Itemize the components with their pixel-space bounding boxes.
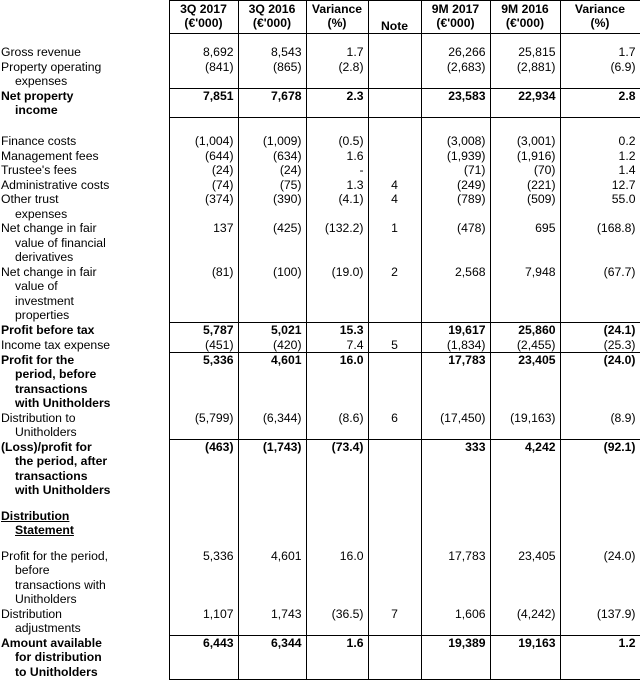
value-cell: (24)	[238, 163, 306, 178]
row-label	[0, 149, 169, 164]
row-label-line: (Loss)/profit for	[1, 439, 92, 454]
value-cell: (6.9)	[560, 60, 640, 89]
value-cell: (221)	[490, 178, 560, 193]
value-cell: (463)	[169, 440, 238, 498]
row-label	[0, 118, 169, 149]
value-cell: 7,678	[238, 89, 306, 118]
row-label	[0, 221, 169, 265]
value-cell: (19,163)	[490, 411, 560, 440]
row-label	[0, 178, 169, 193]
row-label-line: adjustments	[15, 621, 81, 635]
row-label-line: Distribution to	[1, 410, 76, 425]
value-cell: 6,344	[238, 636, 306, 680]
row-label	[0, 411, 169, 440]
note-cell	[368, 636, 421, 680]
value-cell: 19,617	[421, 323, 490, 338]
value-cell: 16.0	[306, 353, 368, 411]
value-cell: (36.5)	[306, 607, 368, 636]
value-cell: 23,583	[421, 89, 490, 118]
row-label	[0, 34, 169, 60]
value-cell: (2.8)	[306, 60, 368, 89]
note-cell	[368, 323, 421, 338]
value-cell: 1,107	[169, 607, 238, 636]
row-label-line: Profit for the	[1, 352, 75, 367]
row-label-line: period, before	[15, 367, 97, 381]
value-cell: (67.7)	[560, 265, 640, 323]
value-cell: 1.7	[306, 34, 368, 60]
value-cell: (2,683)	[421, 60, 490, 89]
value-cell: (24.0)	[560, 353, 640, 411]
value-cell: 1.3	[306, 178, 368, 193]
value-cell: (4.1)	[306, 192, 368, 221]
table-row	[0, 538, 640, 607]
note-cell	[368, 118, 421, 149]
row-label	[0, 265, 169, 323]
value-cell: (24)	[169, 163, 238, 178]
table-row	[0, 265, 640, 323]
note-cell: 5	[368, 338, 421, 353]
row-label	[0, 323, 169, 338]
value-cell: 5,021	[238, 323, 306, 338]
value-cell: 1.6	[306, 636, 368, 680]
row-label-line: Property operating	[1, 59, 102, 74]
value-cell: (1,916)	[490, 149, 560, 164]
table-row	[0, 607, 640, 636]
value-cell	[306, 498, 368, 538]
value-cell: 4,601	[238, 538, 306, 607]
value-cell: (75)	[238, 178, 306, 193]
value-cell: 2.8	[560, 89, 640, 118]
row-label-line: Profit for the period,	[1, 548, 109, 563]
row-label-line: transactions	[15, 468, 88, 483]
row-label-line: properties	[15, 308, 70, 322]
value-cell: (8.6)	[306, 411, 368, 440]
row-label-line: Net change in fair	[1, 264, 97, 279]
value-cell: 2,568	[421, 265, 490, 323]
row-label-line: Unitholders	[15, 592, 77, 606]
value-cell: 0.2	[560, 118, 640, 149]
value-cell: (644)	[169, 149, 238, 164]
row-label	[0, 163, 169, 178]
value-cell: 16.0	[306, 538, 368, 607]
row-label-line: Amount available	[1, 635, 102, 650]
value-cell: (92.1)	[560, 440, 640, 498]
value-cell: 55.0	[560, 192, 640, 221]
value-cell: (81)	[169, 265, 238, 323]
value-cell: 7.4	[306, 338, 368, 353]
row-label-line: the period, after	[15, 454, 108, 468]
note-cell: 4	[368, 178, 421, 193]
table-row	[0, 118, 640, 149]
value-cell: (374)	[169, 192, 238, 221]
value-cell: 1,606	[421, 607, 490, 636]
col-9m2017-header: 9M 2017 (€'000)	[421, 1, 490, 34]
value-cell: 8,543	[238, 34, 306, 60]
value-cell: 23,405	[490, 538, 560, 607]
value-cell: (634)	[238, 149, 306, 164]
row-label-line: Management fees	[1, 148, 99, 163]
row-label-line: Distribution	[1, 508, 70, 523]
table-row	[0, 636, 640, 680]
value-cell: (73.4)	[306, 440, 368, 498]
value-cell: 2.3	[306, 89, 368, 118]
value-cell: 5,336	[169, 538, 238, 607]
row-label-line: Unitholders	[15, 425, 77, 439]
value-cell: (865)	[238, 60, 306, 89]
value-cell	[421, 498, 490, 538]
value-cell: 12.7	[560, 178, 640, 193]
row-label-line: Gross revenue	[1, 44, 81, 59]
col-variance-q-header: Variance (%)	[306, 1, 368, 34]
value-cell: (4,242)	[490, 607, 560, 636]
row-label-line: for distribution	[15, 650, 102, 664]
row-label-line: Distribution	[1, 606, 62, 621]
row-label	[0, 60, 169, 89]
value-cell: 5,336	[169, 353, 238, 411]
col-3q2016-header: 3Q 2016 (€'000)	[238, 1, 306, 34]
value-cell: (1,939)	[421, 149, 490, 164]
note-cell: 7	[368, 607, 421, 636]
row-label-line: with Unitholders	[15, 396, 111, 410]
col-3q2017-header: 3Q 2017 (€'000)	[169, 1, 238, 34]
table-row	[0, 34, 640, 60]
value-cell: (19.0)	[306, 265, 368, 323]
row-label-line: value of financial	[15, 235, 106, 250]
value-cell: 1.2	[560, 636, 640, 680]
value-cell: 22,934	[490, 89, 560, 118]
table-row	[0, 338, 640, 353]
value-cell: (6,344)	[238, 411, 306, 440]
row-label	[0, 192, 169, 221]
note-cell	[368, 60, 421, 89]
value-cell: 1.2	[560, 149, 640, 164]
value-cell: (132.2)	[306, 221, 368, 265]
value-cell: 15.3	[306, 323, 368, 338]
value-cell	[169, 498, 238, 538]
row-label	[0, 338, 169, 353]
value-cell: (2,881)	[490, 60, 560, 89]
value-cell: (70)	[490, 163, 560, 178]
value-cell: (17,450)	[421, 411, 490, 440]
note-cell	[368, 163, 421, 178]
table-body	[0, 34, 640, 680]
value-cell: 8,692	[169, 34, 238, 60]
value-cell: (168.8)	[560, 221, 640, 265]
value-cell: 25,815	[490, 34, 560, 60]
value-cell: 5,787	[169, 323, 238, 338]
row-label-line: Income tax expense	[1, 337, 111, 352]
row-label	[0, 89, 169, 118]
row-label-line: expenses	[15, 206, 68, 221]
row-label-line: Trustee's fees	[1, 163, 77, 177]
value-cell: (71)	[421, 163, 490, 178]
value-cell: 137	[169, 221, 238, 265]
value-cell: (509)	[490, 192, 560, 221]
row-label-line: with Unitholders	[15, 483, 111, 497]
note-cell	[368, 149, 421, 164]
value-cell: -	[306, 163, 368, 178]
row-label-line: Administrative costs	[1, 177, 110, 192]
row-label-line: to Unitholders	[15, 664, 98, 679]
table-row	[0, 440, 640, 498]
row-label-line: before	[15, 563, 50, 577]
note-cell: 4	[368, 192, 421, 221]
value-cell: 695	[490, 221, 560, 265]
note-cell	[368, 538, 421, 607]
value-cell: 333	[421, 440, 490, 498]
table-row	[0, 323, 640, 338]
col-variance-m-header: Variance (%)	[560, 1, 640, 34]
table-row	[0, 221, 640, 265]
value-cell: (249)	[421, 178, 490, 193]
value-cell: 1,743	[238, 607, 306, 636]
header-row	[0, 1, 640, 34]
value-cell: (5,799)	[169, 411, 238, 440]
note-cell	[368, 353, 421, 411]
value-cell: (24.1)	[560, 323, 640, 338]
value-cell: (478)	[421, 221, 490, 265]
row-label-line: value of	[15, 279, 58, 293]
col-note-header: Note	[368, 1, 421, 34]
value-cell: 7,948	[490, 265, 560, 323]
value-cell: 1.6	[306, 149, 368, 164]
value-cell: (3,001)	[490, 118, 560, 149]
row-label	[0, 353, 169, 411]
table-row	[0, 149, 640, 164]
col-9m2016-header: 9M 2016 (€'000)	[490, 1, 560, 34]
value-cell: 4,242	[490, 440, 560, 498]
value-cell: (3,008)	[421, 118, 490, 149]
row-label-line: Net change in fair	[1, 221, 97, 235]
note-cell	[368, 89, 421, 118]
value-cell: 26,266	[421, 34, 490, 60]
value-cell: 17,783	[421, 353, 490, 411]
value-cell: (390)	[238, 192, 306, 221]
row-label	[0, 498, 169, 538]
note-cell	[368, 440, 421, 498]
row-label-line: Finance costs	[1, 133, 77, 148]
value-cell: (1,834)	[421, 338, 490, 353]
value-cell: 7,851	[169, 89, 238, 118]
table-row	[0, 498, 640, 538]
value-cell: 17,783	[421, 538, 490, 607]
value-cell: (451)	[169, 338, 238, 353]
row-label	[0, 440, 169, 498]
value-cell: (8.9)	[560, 411, 640, 440]
table-row	[0, 178, 640, 193]
value-cell: 23,405	[490, 353, 560, 411]
value-cell: (74)	[169, 178, 238, 193]
table-row	[0, 163, 640, 178]
value-cell: (2,455)	[490, 338, 560, 353]
row-label	[0, 538, 169, 607]
row-label-line: derivatives	[15, 250, 74, 264]
value-cell: (425)	[238, 221, 306, 265]
row-label-line: Net property	[1, 88, 74, 103]
note-cell: 6	[368, 411, 421, 440]
row-label-line: Statement	[15, 523, 74, 537]
value-cell: 4,601	[238, 353, 306, 411]
value-cell	[490, 498, 560, 538]
value-cell: (1,004)	[169, 118, 238, 149]
value-cell: (137.9)	[560, 607, 640, 636]
value-cell: (841)	[169, 60, 238, 89]
value-cell: 1.7	[560, 34, 640, 60]
value-cell: (100)	[238, 265, 306, 323]
value-cell: 6,443	[169, 636, 238, 680]
value-cell: (0.5)	[306, 118, 368, 149]
value-cell: (24.0)	[560, 538, 640, 607]
value-cell: (789)	[421, 192, 490, 221]
note-cell	[368, 34, 421, 60]
table-row	[0, 353, 640, 411]
row-label-line: Profit before tax	[1, 322, 95, 337]
row-label-line: income	[15, 103, 58, 117]
note-cell	[368, 498, 421, 538]
row-label-line: transactions with	[15, 577, 106, 592]
value-cell: 19,163	[490, 636, 560, 680]
row-label-line: transactions	[15, 381, 88, 396]
note-cell: 1	[368, 221, 421, 265]
row-label	[0, 607, 169, 636]
row-label-line: investment	[15, 293, 74, 308]
value-cell: 25,860	[490, 323, 560, 338]
note-cell: 2	[368, 265, 421, 323]
value-cell: (25.3)	[560, 338, 640, 353]
row-label-line: Other trust	[1, 192, 59, 206]
value-cell: 19,389	[421, 636, 490, 680]
row-label	[0, 636, 169, 680]
table-row	[0, 60, 640, 89]
value-cell: (1,009)	[238, 118, 306, 149]
value-cell	[560, 498, 640, 538]
value-cell: (1,743)	[238, 440, 306, 498]
table-row	[0, 192, 640, 221]
value-cell: 1.4	[560, 163, 640, 178]
value-cell: (420)	[238, 338, 306, 353]
value-cell	[238, 498, 306, 538]
table-row	[0, 411, 640, 440]
row-label-line: expenses	[15, 74, 68, 88]
table-row	[0, 89, 640, 118]
